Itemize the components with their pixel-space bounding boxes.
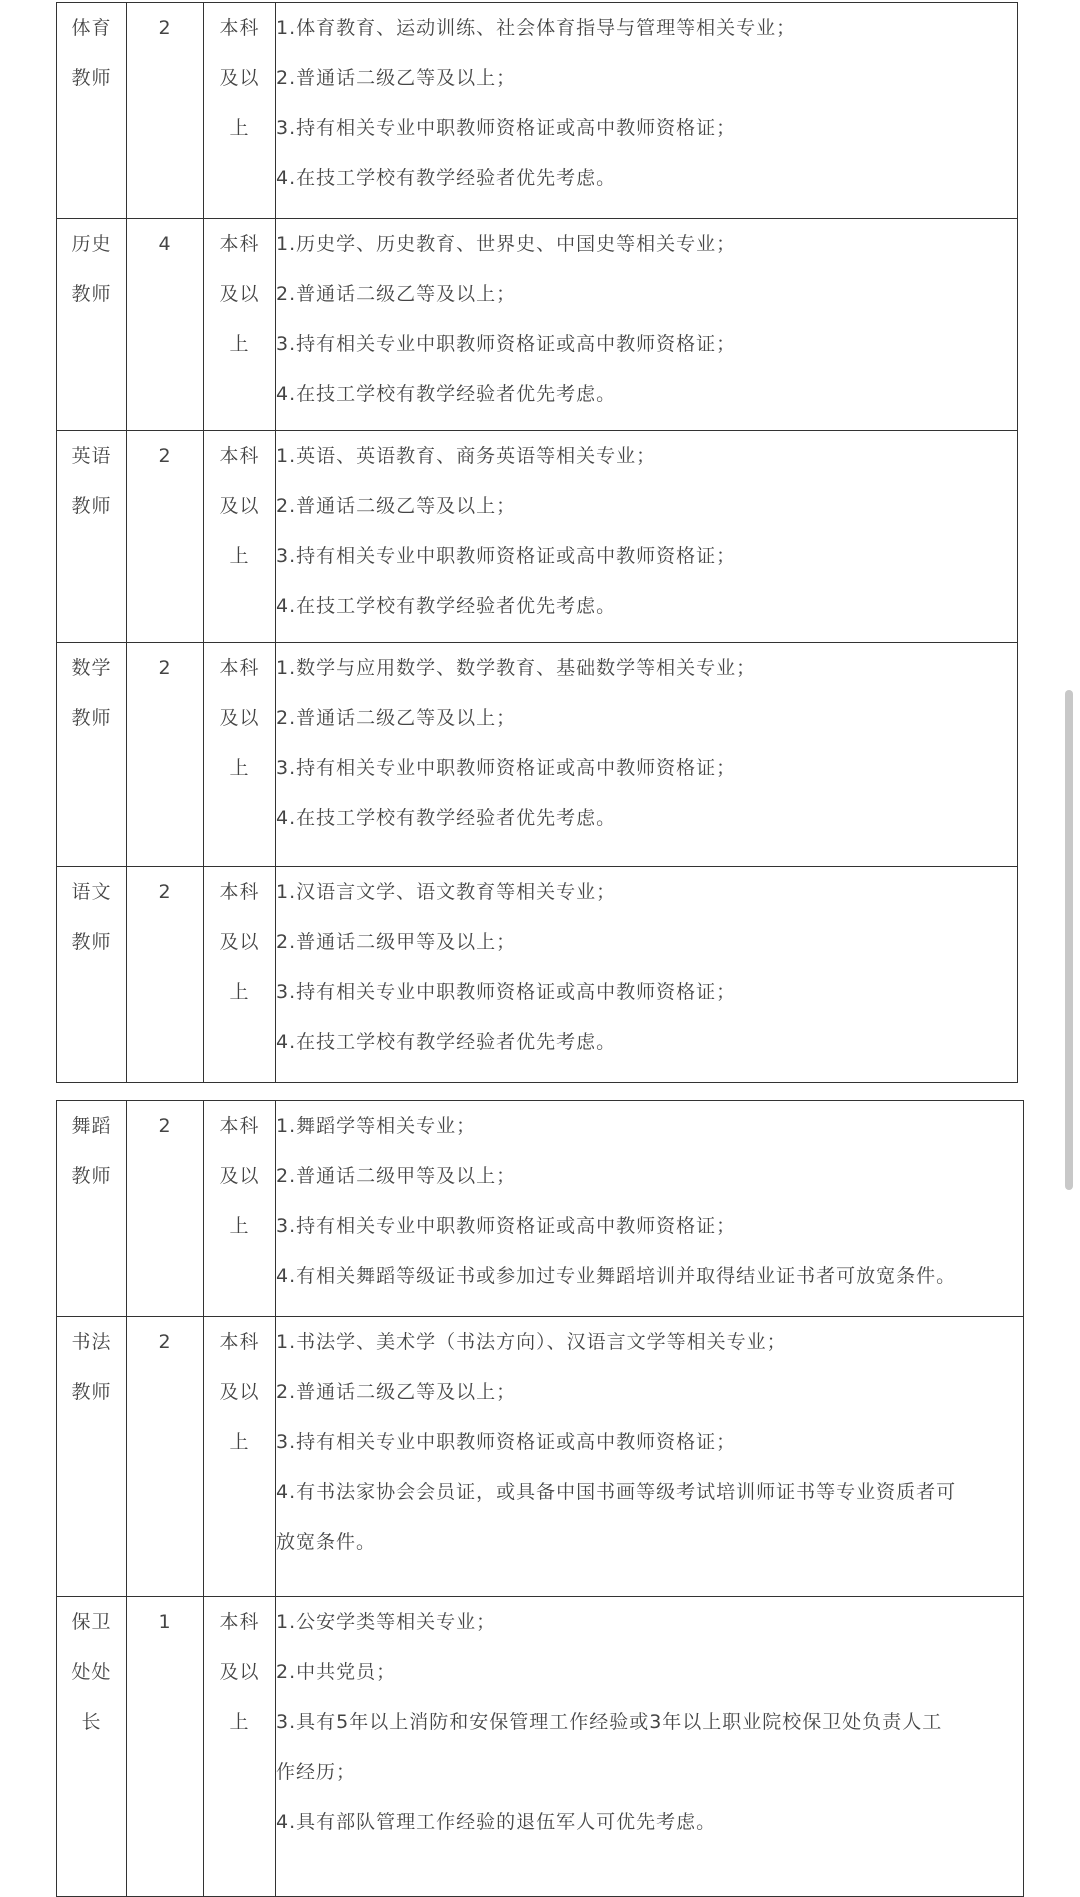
position-name-cell: 保卫 处处 长 (57, 1597, 127, 1897)
requirements-cell: 1.历史学、历史教育、世界史、中国史等相关专业； 2.普通话二级乙等及以上； 3.持有相关专业中职教师资格证或高中教师资格证； 4.在技工学校有教学经验者优先考虑。 (276, 219, 1018, 431)
position-name-cell: 书法 教师 (57, 1317, 127, 1597)
requirements-cell: 1.英语、英语教育、商务英语等相关专业； 2.普通话二级乙等及以上； 3.持有相关专业中职教师资格证或高中教师资格证； 4.在技工学校有教学经验者优先考虑。 (276, 431, 1018, 643)
position-name-cell: 历史 教师 (57, 219, 127, 431)
headcount-cell: 2 (127, 3, 204, 219)
position-name-cell: 舞蹈 教师 (57, 1101, 127, 1317)
education-cell: 本科 及以 上 (204, 1317, 276, 1597)
recruitment-table-1 (56, 2, 1018, 1083)
requirements-cell: 1.书法学、美术学（书法方向）、汉语言文学等相关专业； 2.普通话二级乙等及以上； 3.持有相关专业中职教师资格证或高中教师资格证； 4.有书法家协会会员证，或具备中国书画等级考试培训师证书等专业资质者可 放宽条件。 (276, 1317, 1024, 1597)
position-name-cell: 英语 教师 (57, 431, 127, 643)
education-cell: 本科 及以 上 (204, 1101, 276, 1317)
table-row (57, 867, 1018, 1083)
education-cell: 本科 及以 上 (204, 1597, 276, 1897)
table-row (57, 1317, 1024, 1597)
table-row (57, 1597, 1024, 1897)
requirements-cell: 1.公安学类等相关专业； 2.中共党员； 3.具有5年以上消防和安保管理工作经验或3年以上职业院校保卫处负责人工 作经历； 4.具有部队管理工作经验的退伍军人可优先考虑。 (276, 1597, 1024, 1897)
headcount-cell: 2 (127, 1101, 204, 1317)
headcount-cell: 1 (127, 1597, 204, 1897)
education-cell: 本科 及以 上 (204, 643, 276, 867)
table-row (57, 1101, 1024, 1317)
education-cell: 本科 及以 上 (204, 219, 276, 431)
vertical-scrollbar-thumb[interactable] (1065, 690, 1073, 1190)
table-row (57, 219, 1018, 431)
education-cell: 本科 及以 上 (204, 867, 276, 1083)
requirements-cell: 1.体育教育、运动训练、社会体育指导与管理等相关专业； 2.普通话二级乙等及以上； 3.持有相关专业中职教师资格证或高中教师资格证； 4.在技工学校有教学经验者优先考虑。 (276, 3, 1018, 219)
position-name-cell: 数学 教师 (57, 643, 127, 867)
headcount-cell: 2 (127, 431, 204, 643)
requirements-cell: 1.舞蹈学等相关专业； 2.普通话二级甲等及以上； 3.持有相关专业中职教师资格证或高中教师资格证； 4.有相关舞蹈等级证书或参加过专业舞蹈培训并取得结业证书者可放宽条件。 (276, 1101, 1024, 1317)
education-cell: 本科 及以 上 (204, 3, 276, 219)
position-name-cell: 语文 教师 (57, 867, 127, 1083)
table-row (57, 3, 1018, 219)
requirements-cell: 1.数学与应用数学、数学教育、基础数学等相关专业； 2.普通话二级乙等及以上； 3.持有相关专业中职教师资格证或高中教师资格证； 4.在技工学校有教学经验者优先考虑。 (276, 643, 1018, 867)
position-name-cell: 体育 教师 (57, 3, 127, 219)
headcount-cell: 2 (127, 867, 204, 1083)
table-row (57, 431, 1018, 643)
requirements-cell: 1.汉语言文学、语文教育等相关专业； 2.普通话二级甲等及以上； 3.持有相关专业中职教师资格证或高中教师资格证； 4.在技工学校有教学经验者优先考虑。 (276, 867, 1018, 1083)
headcount-cell: 2 (127, 1317, 204, 1597)
table-row (57, 643, 1018, 867)
headcount-cell: 2 (127, 643, 204, 867)
education-cell: 本科 及以 上 (204, 431, 276, 643)
headcount-cell: 4 (127, 219, 204, 431)
recruitment-table-2 (56, 1100, 1024, 1897)
